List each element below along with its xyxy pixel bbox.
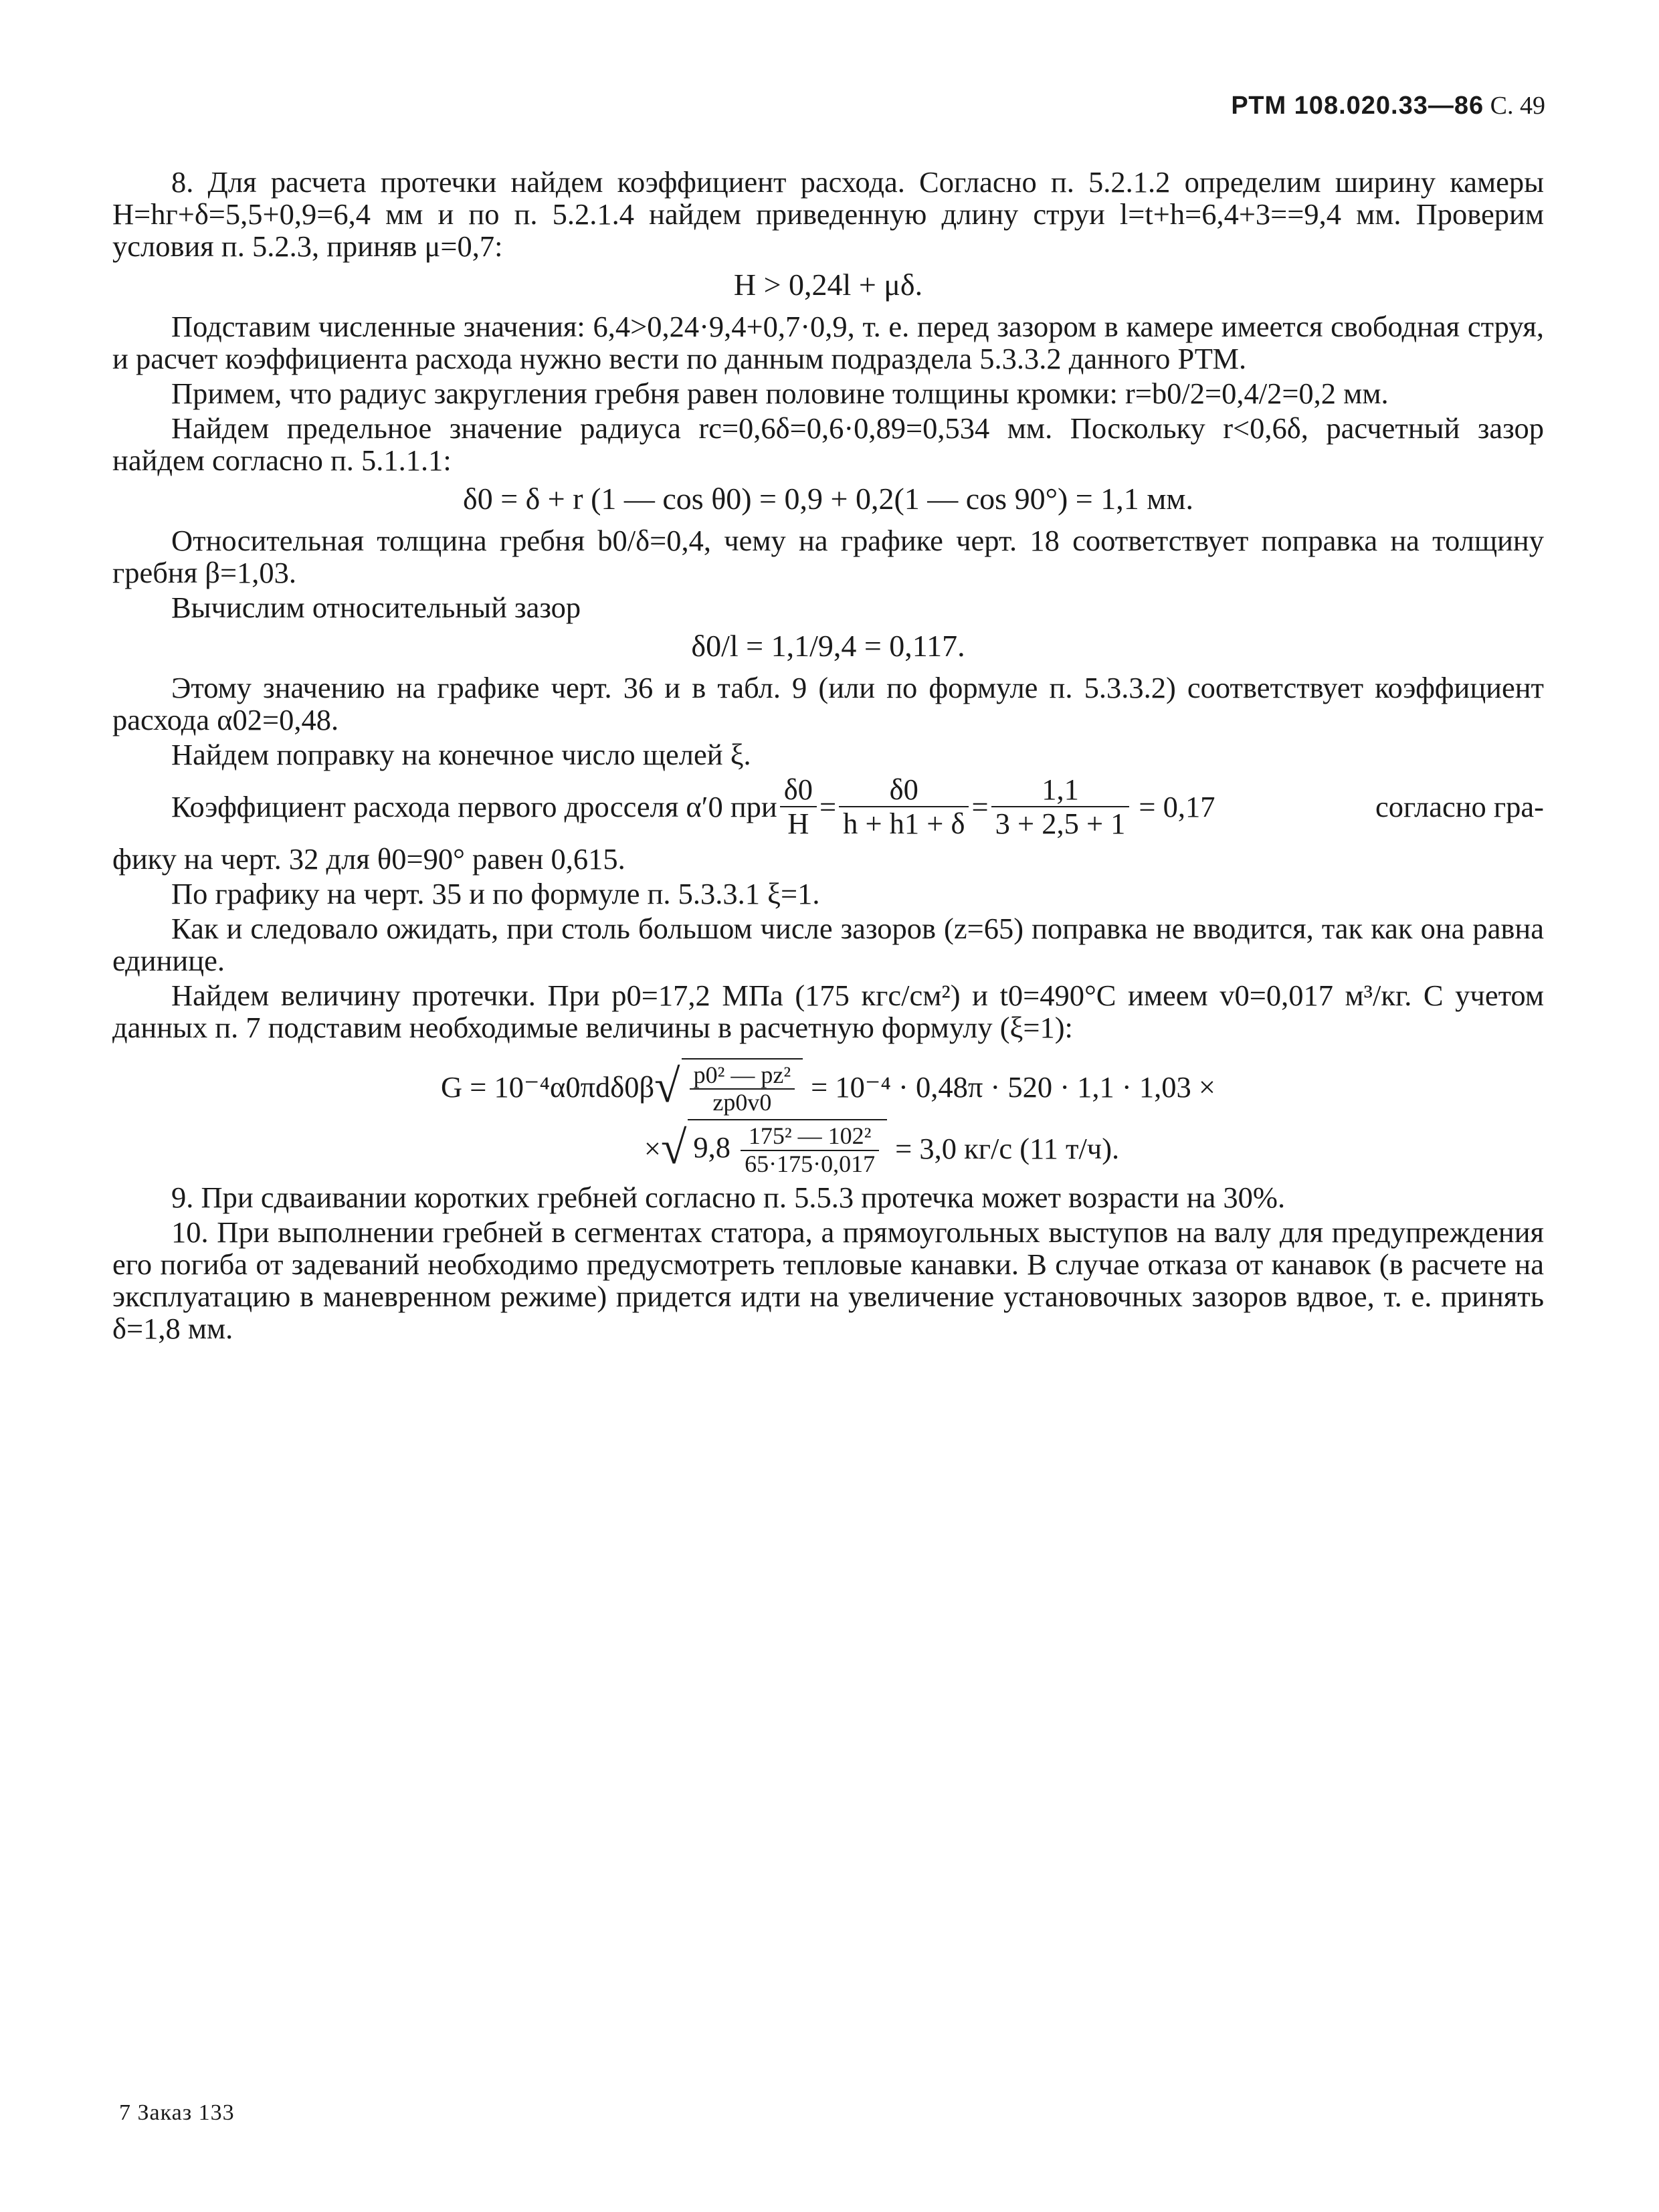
fraction-delta-sum (839, 773, 969, 840)
page-number: С. 49 (1490, 92, 1545, 120)
coefficient-text: Коэффициент расхода первого дросселя α′0 при (171, 789, 777, 823)
paragraph-correction: Найдем поправку на конечное число щелей ξ. (171, 738, 751, 771)
sqrt-fraction (690, 1062, 795, 1116)
paragraph-leakage: Найдем величину протечки. При p0=17,2 МПа (175 кгс/см²) и t0=490°С имеем v0=0,017 м³/кг. С учетом данных п. 7 подставим необходимые величины в расчетную формулу (ξ=1): (112, 978, 1544, 1044)
equation-result: = 3,0 кг/с (11 т/ч). (895, 1131, 1120, 1165)
fraction-numeric (991, 773, 1130, 840)
fraction-delta-h (780, 773, 817, 840)
fraction-numerator: δ0 (839, 773, 969, 807)
fraction-denominator: h + h1 + δ (843, 806, 965, 840)
equation-lhs: G = 10⁻⁴α0πdδ0β (441, 1070, 655, 1104)
equation-leakage (112, 1058, 1544, 1177)
coefficient-line: Коэффициент расхода первого дросселя α′0 при $\frac{\delta 0}{H}$ = $\frac{\delta 0}{h + h1 + \delta}$ = $\frac{1,1}{3 + 2,5 + 1}$ = 0,17 согласно гра- (171, 773, 1544, 840)
sqrt-body (688, 1119, 887, 1177)
fraction-denominator: zp0v0 (712, 1089, 772, 1116)
page-footer: 7 Заказ 133 (119, 2100, 235, 2125)
paragraph-substitution: Подставим численные значения: 6,4>0,24·9,4+0,7·0,9, т. е. перед зазором в камере имеется свободная струя, и расчет коэффициента расхода нужно вести по данным подраздела 5.3.3.2 данного РТМ. (112, 310, 1544, 375)
sqrt-symbol: √ (660, 1122, 687, 1174)
document-body (112, 166, 1544, 1347)
paragraph-flow-value: Этому значению на графике черт. 36 и в табл. 9 (или по формуле п. 5.3.3.2) соответствует коэффициент расхода α02=0,48. (112, 671, 1544, 736)
coefficient-tail: согласно гра- (1375, 789, 1544, 823)
page-header (1231, 91, 1545, 120)
fraction-numerator: p0² — pz² (690, 1062, 795, 1090)
fraction-denominator: 65·175·0,017 (745, 1150, 876, 1177)
equation-relative-gap: δ0/l = 1,1/9,4 = 0,117. (691, 629, 965, 663)
fraction-numerator: 1,1 (991, 773, 1130, 807)
paragraph-radius: Примем, что радиус закругления гребня равен половине толщины кромки: r=b0/2=0,4/2=0,2 мм. (171, 377, 1389, 410)
document-code: РТМ 108.020.33—86 (1231, 92, 1484, 120)
paragraph-10: 10. При выполнении гребней в сегментах статора, а прямоугольных выступов на валу для предупреждения его погиба от задеваний необходимо предусмотреть тепловые канавки. В случае отказа от канавок (в расчете на эксплуатацию в маневренном режиме) придется идти на увеличение установочных зазоров вдвое, т. е. принять δ=1,8 мм. (112, 1215, 1544, 1346)
paragraph-coefficient-end: фику на черт. 32 для θ0=90° равен 0,615. (112, 841, 625, 876)
equation-rhs: = 10⁻⁴ · 0,48π · 520 · 1,1 · 1,03 × (811, 1070, 1215, 1104)
paragraph-expectation: Как и следовало ожидать, при столь большом числе зазоров (z=65) поправка не вводится, так как она равна единице. (112, 911, 1544, 977)
paragraph-calc-gap: Вычислим относительный зазор (171, 591, 581, 624)
sqrt-fraction (741, 1123, 879, 1177)
sqrt-symbol: √ (654, 1061, 680, 1113)
fraction-denominator: H (787, 806, 809, 840)
paragraph-graph: По графику на черт. 35 и по формуле п. 5.3.3.1 ξ=1. (171, 876, 820, 910)
equation-leakage-line-1 (112, 1058, 1544, 1116)
paragraph-8: 8. Для расчета протечки найдем коэффициент расхода. Согласно п. 5.2.1.2 определим ширину камеры H=hг+δ=5,5+0,9=6,4 мм и по п. 5.2.1.4 найдем приведенную длину струи l=t+h=6,4+3==9,4 мм. Проверим условия п. 5.2.3, приняв μ=0,7: (112, 165, 1544, 263)
sqrt-coefficient: 9,8 (693, 1130, 731, 1164)
fraction-result: = 0,17 (1139, 789, 1215, 823)
sqrt-body (682, 1058, 803, 1116)
equation-times: × (644, 1131, 661, 1165)
paragraph-9: 9. При сдваивании коротких гребней согласно п. 5.5.3 протечка может возрасти на 30%. (171, 1181, 1286, 1215)
fraction-numerator: δ0 (780, 773, 817, 807)
equation-leakage-line-2 (112, 1119, 1544, 1177)
equation-condition: H > 0,24l + μδ. (733, 268, 923, 302)
paragraph-limit-radius: Найдем предельное значение радиуса rc=0,6δ=0,6·0,89=0,534 мм. Поскольку r<0,6δ, расчетный зазор найдем согласно п. 5.1.1.1: (112, 411, 1544, 477)
paragraph-relative-thickness: Относительная толщина гребня b0/δ=0,4, чему на графике черт. 18 соответствует поправка на толщину гребня β=1,03. (112, 524, 1544, 589)
fraction-numerator: 175² — 102² (741, 1123, 879, 1151)
equation-gap: δ0 = δ + r (1 — cos θ0) = 0,9 + 0,2(1 — cos 90°) = 1,1 мм. (463, 482, 1193, 516)
fraction-denominator: 3 + 2,5 + 1 (995, 806, 1126, 840)
